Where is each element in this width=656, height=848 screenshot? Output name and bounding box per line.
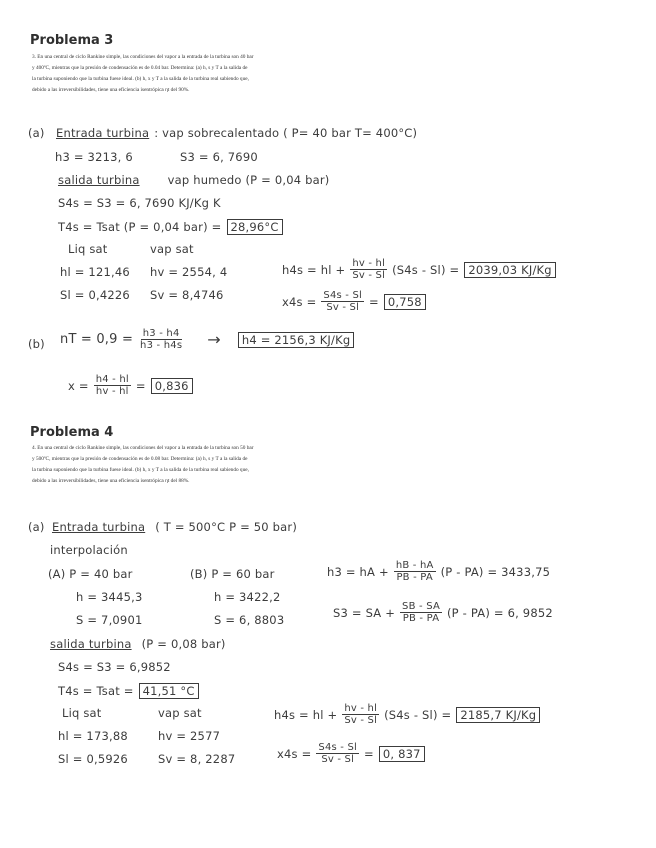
fraction-numerator: h3 - h4 (142, 328, 180, 339)
p3-x-result: 0,836 (151, 378, 193, 394)
problem-3-statement (32, 52, 352, 96)
p4-s4s: S4s = S3 = 6,9852 (58, 660, 171, 674)
statement-line: y 500ºC, mientras que la presión de condensación es de 0.08 bar. Determina: (a) h, s y T a la salida de (32, 456, 248, 462)
p3-t4s-result: 28,96°C (227, 219, 283, 235)
statement-line: la turbina suponiendo que la turbina fuese ideal. (b) h, x y T a la salida de la turbina real sabiendo que, (32, 76, 249, 82)
p3-h3: h3 = 3213, 6 (55, 150, 133, 164)
fraction-numerator: SB - SA (402, 601, 440, 612)
p3-h4s-result: 2039,03 KJ/Kg (464, 262, 555, 278)
p3-x4s-equation (282, 290, 426, 313)
p4-entrada-line (52, 520, 297, 534)
fraction-denominator: h3 - h4s (140, 340, 183, 351)
p4-t4s-line (58, 683, 199, 699)
fraction-denominator: PB - PA (396, 572, 433, 583)
p4-h3-rest: (P - PA) = 3433,75 (440, 564, 551, 579)
p4-s3-rest: (P - PA) = 6, 9852 (447, 605, 553, 620)
p3-entrada-heading: Entrada turbina (56, 126, 150, 140)
p4-s3-fraction (400, 601, 442, 624)
p4-x4s-result: 0, 837 (379, 746, 425, 762)
statement-line: debido a las irreversibilidades, tiene una eficiencia isentrópica ηt del 88%. (32, 478, 190, 484)
fraction-numerator: S4s - Sl (323, 290, 363, 301)
p4-a-label: (a) (28, 520, 45, 534)
statement-line: y 400ºC, mientras que la presión de condensación es de 0.04 bar. Determina: (a) h, s y T a la salida de (32, 65, 248, 71)
p4-x4s-equation (277, 742, 425, 765)
p3-x4s-result: 0,758 (384, 294, 426, 310)
p4-h3-equation (327, 560, 550, 583)
p4-salida-conditions: (P = 0,08 bar) (141, 637, 226, 651)
fraction-numerator: hv - hl (352, 258, 386, 269)
p4-A-pressure: (A) P = 40 bar (48, 567, 133, 581)
problem-3-title: Problema 3 (30, 33, 114, 48)
p3-sl: Sl = 0,4226 (60, 288, 130, 302)
p3-h4s-equation (282, 258, 556, 281)
p4-A-entropy: S = 7,0901 (76, 613, 143, 627)
p4-salida-heading: salida turbina (50, 637, 132, 651)
statement-line: 3. En una central de ciclo Rankine simple, las condiciones del vapor a la entrada de la turbina son 40 bar (32, 54, 254, 60)
p3-entrada-conditions: : vap sobrecalentado ( P= 40 bar T= 400°C) (154, 126, 418, 140)
fraction-denominator: PB - PA (402, 613, 440, 624)
p3-x-eq: = (135, 378, 146, 393)
p4-h4s-equation (274, 703, 540, 726)
arrow-icon: → (207, 330, 221, 349)
fraction-denominator: Sv - Sl (326, 302, 360, 313)
p4-h4s-result: 2185,7 KJ/Kg (456, 707, 540, 723)
p3-a-label: (a) (28, 126, 45, 140)
p3-sv: Sv = 8,4746 (150, 288, 224, 302)
fraction-denominator: Sv - Sl (321, 754, 355, 765)
p4-entrada-conditions: ( T = 500°C P = 50 bar) (155, 520, 298, 534)
p3-liq-sat: Liq sat (68, 242, 108, 256)
p3-x-equation (68, 374, 193, 397)
statement-line: la turbina suponiendo que la turbina fuese ideal. (b) h, x y T a la salida de la turbina real sabiendo que, (32, 467, 249, 473)
p3-x-lhs: x = (68, 378, 89, 393)
p3-t4s-expr: T4s = Tsat (P = 0,04 bar) = (58, 220, 222, 234)
p4-hv: hv = 2577 (158, 729, 221, 743)
fraction-numerator: h4 - hl (95, 374, 129, 385)
fraction-numerator: hv - hl (344, 703, 378, 714)
fraction-denominator: hv - hl (95, 386, 129, 397)
problem-4-title: Problema 4 (30, 425, 114, 440)
p3-b-result: h4 = 2156,3 KJ/Kg (238, 332, 355, 348)
p3-x4s-eq: = (369, 294, 379, 309)
p3-h4s-rest: (S4s - Sl) = (392, 262, 460, 277)
p3-s4s: S4s = S3 = 6, 7690 KJ/Kg K (58, 196, 221, 210)
p4-h4s-lhs: h4s = hl + (274, 707, 338, 722)
p3-x4s-lhs: x4s = (282, 294, 317, 309)
p3-salida-line (58, 173, 329, 187)
p4-vap-sat: vap sat (158, 706, 202, 720)
p4-hl: hl = 173,88 (58, 729, 128, 743)
p4-x4s-fraction (316, 742, 359, 765)
p3-x-fraction (94, 374, 131, 397)
p4-x4s-eq: = (364, 746, 374, 761)
p4-x4s-lhs: x4s = (277, 746, 312, 761)
p4-t4s-result: 41,51 °C (139, 683, 199, 699)
p3-b-fraction (138, 328, 184, 351)
p4-h3-fraction (394, 560, 436, 583)
p3-salida-heading: salida turbina (58, 173, 140, 187)
problem-4-statement (32, 443, 352, 487)
p3-s3: S3 = 6, 7690 (180, 150, 258, 164)
p3-x4s-fraction (321, 290, 364, 313)
fraction-denominator: Sv - Sl (352, 270, 386, 281)
p4-h4s-rest: (S4s - Sl) = (384, 707, 452, 722)
p4-B-enthalpy: h = 3422,2 (214, 590, 281, 604)
p3-hl: hl = 121,46 (60, 265, 130, 279)
p3-hv: hv = 2554, 4 (150, 265, 228, 279)
p4-h3-lhs: h3 = hA + (327, 564, 389, 579)
p3-h4s-fraction (350, 258, 387, 281)
p3-b-equation (60, 328, 354, 351)
p3-entrada-line (56, 126, 417, 140)
p3-b-label: (b) (28, 337, 45, 351)
p4-sv: Sv = 8, 2287 (158, 752, 236, 766)
p4-s3-lhs: S3 = SA + (333, 605, 396, 620)
p4-A-enthalpy: h = 3445,3 (76, 590, 143, 604)
statement-line: 4. En una central de ciclo Rankine simple, las condiciones del vapor a la entrada de la turbina son 50 bar (32, 445, 254, 451)
p3-b-lhs: nT = 0,9 = (60, 332, 134, 347)
p4-B-pressure: (B) P = 60 bar (190, 567, 275, 581)
p4-liq-sat: Liq sat (62, 706, 102, 720)
p4-salida-line (50, 637, 226, 651)
fraction-numerator: hB - hA (395, 560, 434, 571)
p4-h4s-fraction (342, 703, 379, 726)
p3-salida-conditions: vap humedo (P = 0,04 bar) (167, 173, 330, 187)
fraction-numerator: S4s - Sl (318, 742, 358, 753)
fraction-denominator: Sv - Sl (344, 715, 378, 726)
p3-t4s-line (58, 219, 283, 235)
p4-sl: Sl = 0,5926 (58, 752, 128, 766)
p4-t4s-expr: T4s = Tsat = (58, 684, 134, 698)
p4-s3-equation (333, 601, 553, 624)
p3-h4s-lhs: h4s = hl + (282, 262, 346, 277)
statement-line: debido a las irreversibilidades, tiene una eficiencia isentrópica ηt del 90%. (32, 87, 190, 93)
p4-interpolacion: interpolación (50, 543, 128, 557)
p3-vap-sat: vap sat (150, 242, 194, 256)
p4-B-entropy: S = 6, 8803 (214, 613, 285, 627)
p4-entrada-heading: Entrada turbina (52, 520, 146, 534)
